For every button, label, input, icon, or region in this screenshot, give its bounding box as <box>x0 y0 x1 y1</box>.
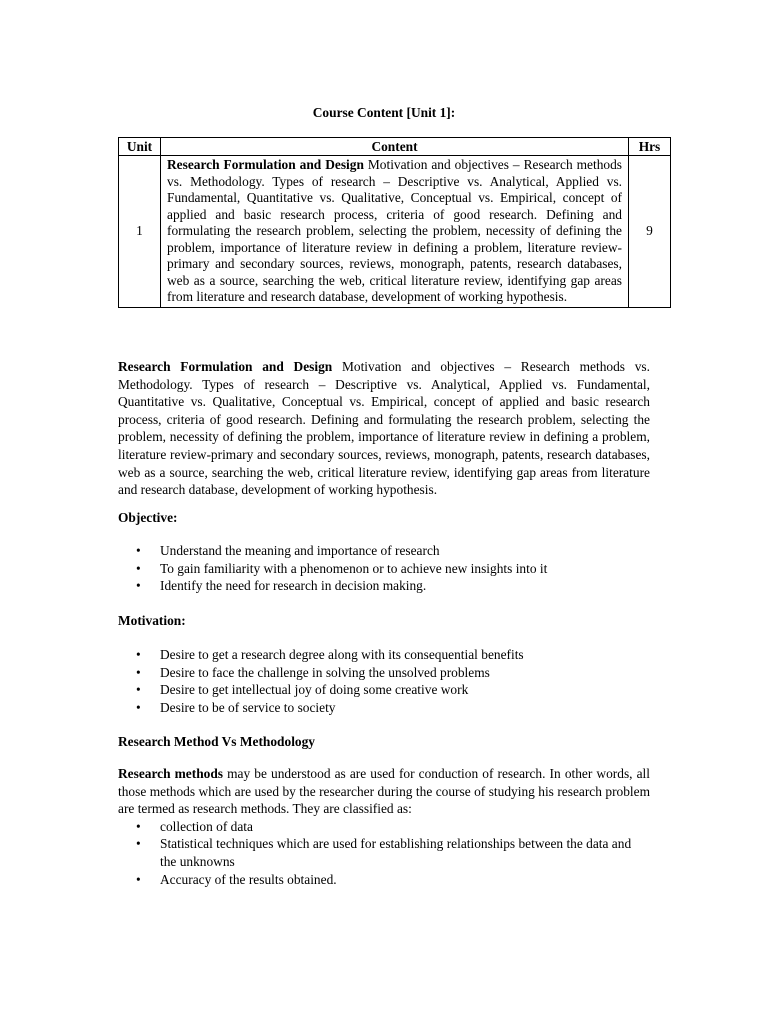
list-item-text: collection of data <box>160 818 253 834</box>
bullet-icon: • <box>136 543 141 558</box>
objective-list-block <box>118 542 650 595</box>
bullet-icon: • <box>136 647 141 662</box>
cell-content <box>161 156 629 308</box>
method-paragraph-block <box>118 765 650 888</box>
motivation-heading: Motivation: <box>118 613 186 628</box>
header-hrs: Hrs <box>629 138 671 156</box>
list-item <box>118 871 650 889</box>
summary-text: Motivation and objectives – Research methods vs. Methodology. Types of research – Descriptive vs. Analytical, Applied vs. Fundamental, Quantitative vs. Qualitative, Conceptual vs. Empirical, concept of applied and basic research process, criteria of good research. Defining and formulating the research problem, selecting the problem, necessity of defining the problem, importance of literature review in defining a problem, literature review-primary and secondary sources, reviews, monograph, patents, research databases, web as a source, searching the web, critical literature review, identifying gap areas from literature and research database, development of working hypothesis. <box>118 359 650 498</box>
method-heading: Research Method Vs Methodology <box>118 734 316 749</box>
summary-paragraph <box>118 358 650 499</box>
header-content: Content <box>161 138 629 156</box>
summary-heading: Research Formulation and Design <box>118 359 333 374</box>
cell-unit: 1 <box>119 156 161 308</box>
method-paragraph <box>118 765 650 818</box>
header-unit: Unit <box>119 138 161 156</box>
bullet-icon: • <box>136 871 141 887</box>
objective-heading: Objective: <box>118 510 178 525</box>
list-item <box>118 699 650 717</box>
table-header-row <box>119 138 671 156</box>
cell-content-heading: Research Formulation and Design <box>167 157 364 172</box>
list-item <box>118 664 650 682</box>
bullet-icon: • <box>136 664 141 680</box>
motivation-list <box>118 646 650 716</box>
summary-paragraph-block <box>118 358 650 499</box>
cell-content-text: Motivation and objectives – Research methods vs. Methodology. Types of research – Descriptive vs. Analytical, Applied vs. Fundamental, Quantitative vs. Qualitative, Conceptual vs. Empirical, concept of applied and basic research process, criteria of good research. Defining and formulating the research problem, selecting the problem, necessity of defining the problem, importance of literature review in defining a problem, literature review-primary and secondary sources, reviews, monograph, patents, research databases, web as a source, searching the web, critical literature review, identifying gap areas from literature and research database, development of working hypothesis. <box>167 157 622 304</box>
method-list <box>118 818 650 888</box>
list-item-text: Desire to get a research degree along with its consequential benefits <box>160 647 524 662</box>
bullet-icon: • <box>136 836 141 852</box>
list-item-text: Accuracy of the results obtained. <box>160 871 337 887</box>
list-item-text: Statistical techniques which are used for establishing relationships between the data and the unknowns <box>160 836 632 869</box>
list-item <box>118 681 650 699</box>
list-item <box>118 577 650 595</box>
cell-hrs: 9 <box>629 156 671 308</box>
list-item-text: Identify the need for research in decision making. <box>160 578 427 594</box>
bullet-icon: • <box>136 560 141 576</box>
page-title: Course Content [Unit 1]: <box>312 105 456 120</box>
list-item-text: Desire to get intellectual joy of doing some creative work <box>160 682 469 698</box>
method-text: may be understood as are used for conduction of research. In other words, all those methods which are used by the researcher during the course of studying his research problem are termed as research methods. They are classified as: <box>118 766 650 817</box>
list-item-text: Desire to be of service to society <box>160 699 336 715</box>
course-content-table <box>118 137 671 308</box>
list-item <box>118 835 650 870</box>
list-item <box>118 646 650 664</box>
list-item <box>118 542 650 560</box>
list-item-text: Understand the meaning and importance of research <box>160 543 440 558</box>
motivation-list-block <box>118 646 650 716</box>
table-row <box>119 156 671 308</box>
list-item-text: To gain familiarity with a phenomenon or to achieve new insights into it <box>160 560 548 576</box>
bullet-icon: • <box>136 578 141 594</box>
objective-list <box>118 542 650 595</box>
list-item <box>118 818 650 836</box>
list-item <box>118 560 650 578</box>
bullet-icon: • <box>136 682 141 698</box>
method-term: Research methods <box>118 766 224 781</box>
list-item-text: Desire to face the challenge in solving the unsolved problems <box>160 664 490 680</box>
bullet-icon: • <box>136 699 141 715</box>
bullet-icon: • <box>136 818 141 834</box>
